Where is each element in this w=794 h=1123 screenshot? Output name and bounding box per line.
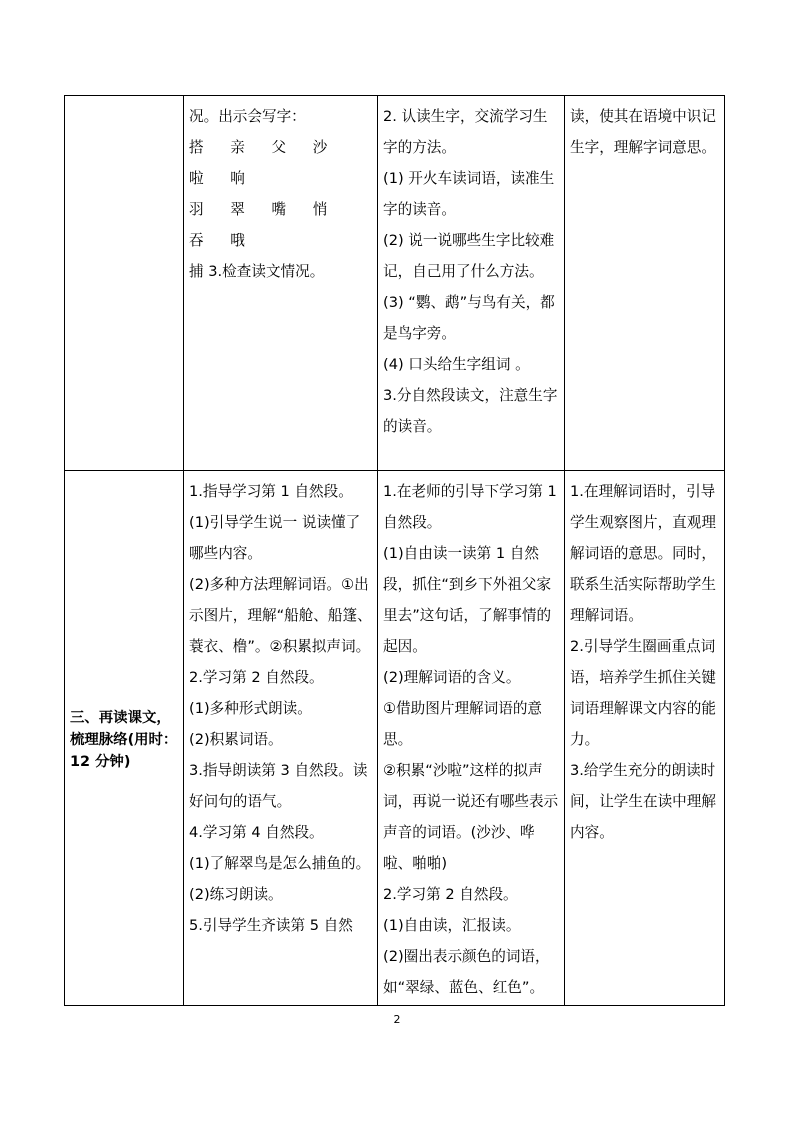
- intent-line: 1.在理解词语时，引导学生观察图片，直观理解词语的意思。同时，联系生活实际帮助学生理解词语。: [570, 483, 716, 624]
- student-line: 1.在老师的引导下学习第 1 自然段。: [383, 483, 557, 531]
- intent-line: 读，使其在语境中识记生字，理解字词意思。: [570, 108, 716, 156]
- teacher-line: (2)多种方法理解词语。①出示图片，理解“船舱、船篷、蓑衣、橹”。②积累拟声词。: [189, 576, 372, 655]
- teacher-line: (2)练习朗读。: [189, 886, 283, 903]
- page-number: 2: [393, 1013, 401, 1026]
- teacher-line: 况。出示会写字：: [189, 108, 306, 125]
- intent-line: 3.给学生充分的朗读时间，让学生在读中理解内容。: [570, 762, 716, 841]
- teacher-activity-cell: [184, 96, 378, 471]
- intent-line: 2.引导学生圈画重点词语，培养学生抓住关键词语理解课文内容的能力。: [570, 638, 716, 748]
- student-line: (2)圈出表示颜色的词语，如“翠绿、蓝色、红色”。: [383, 948, 550, 996]
- student-activity-cell: [378, 96, 565, 471]
- table-row: [65, 96, 725, 471]
- table-row: [65, 471, 725, 1006]
- teacher-line: 5.引导学生齐读第 5 自然: [189, 917, 353, 934]
- student-line: (1)自由读一读第 1 自然段，抓住“到乡下外祖父家里去”这句话，了解事情的起因。: [383, 545, 552, 655]
- student-line: 2. 认读生字，交流学习生字的方法。: [383, 108, 548, 156]
- student-activity-cell: [378, 471, 565, 1006]
- student-line: (3) “鹦、鹉”与鸟有关，都是鸟字旁。: [383, 294, 555, 342]
- teacher-line: (1)多种形式朗读。: [189, 700, 312, 717]
- teacher-line: (1)引导学生说一 说读懂了哪些内容。: [189, 514, 361, 562]
- teacher-line: 1.指导学习第 1 自然段。: [189, 483, 353, 500]
- student-line: (1)自由读，汇报读。: [383, 917, 521, 934]
- student-line: (2) 说一说哪些生字比较难记，自己用了什么方法。: [383, 232, 555, 280]
- stage-cell: [65, 96, 184, 471]
- teacher-line: 搭 亲 父 沙 啦 响: [189, 139, 339, 187]
- student-line: ①借助图片理解词语的意思。: [383, 700, 543, 748]
- teacher-line: (2)积累词语。: [189, 731, 283, 748]
- teacher-activity-cell: [184, 471, 378, 1006]
- design-intent-cell: [565, 96, 725, 471]
- student-line: 3.分自然段读文，注意生字的读音。: [383, 387, 558, 435]
- teacher-line: 4.学习第 4 自然段。: [189, 824, 324, 841]
- teacher-line: 羽 翠 嘴 悄 吞 哦: [189, 201, 339, 249]
- stage-label: 三、再读课文，梳理脉络(用时：12 分钟): [70, 709, 178, 770]
- student-line: (1) 开火车读词语，读准生字的读音。: [383, 170, 555, 218]
- design-intent-cell: [565, 471, 725, 1006]
- teacher-line: 3.指导朗读第 3 自然段。读好问句的语气。: [189, 762, 368, 810]
- teacher-line: (1)了解翠鸟是怎么捕鱼的。: [189, 855, 371, 872]
- student-line: (2)理解词语的含义。: [383, 669, 521, 686]
- student-line: (4) 口头给生字组词 。: [383, 356, 530, 373]
- teacher-line: 捕 3.检查读文情况。: [189, 263, 325, 280]
- student-line: ②积累“沙啦”这样的拟声词，再说一说还有哪些表示声音的词语。(沙沙、哗啦、啪啪): [383, 762, 559, 872]
- stage-cell: [65, 471, 184, 1006]
- student-line: 2.学习第 2 自然段。: [383, 886, 518, 903]
- teacher-line: 2.学习第 2 自然段。: [189, 669, 324, 686]
- lesson-plan-table: [64, 95, 725, 1006]
